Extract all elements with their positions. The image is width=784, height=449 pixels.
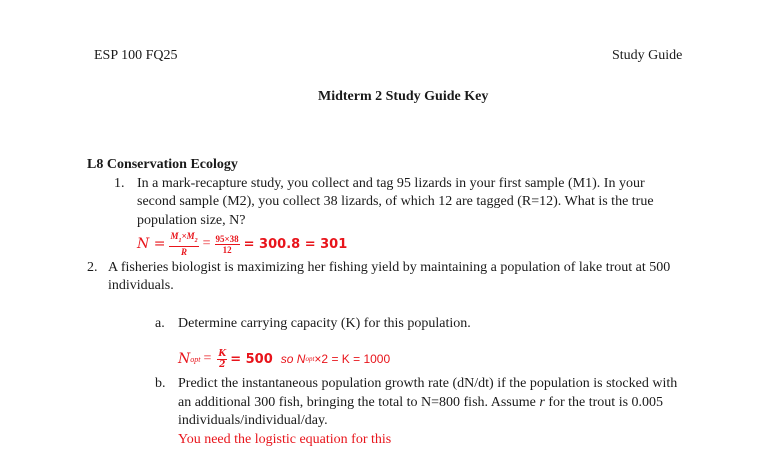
q2a-text: Determine carrying capacity (K) for this population. [178,316,471,331]
q2b-label: b. [155,376,166,391]
q2b-line-2-r: r [539,395,545,410]
q1-answer-fraction-1: $\frac{M_1\times M_2}{R}$ [170,231,198,257]
q2a-frac-den: 2 [219,359,226,370]
q1-frac1-den: R [181,246,188,257]
q2a-answer-fraction [217,349,227,370]
q1-answer-fraction-2 [215,234,240,255]
q2-number: 2. [87,260,98,275]
header-left: ESP 100 FQ25 [94,48,178,63]
q2a-answer-so-sub: opt [305,355,315,363]
q1-frac1-num-mid: ×M [181,231,195,242]
q2a-answer-eq: = [203,351,212,366]
document-title: Midterm 2 Study Guide Key [318,89,489,104]
q2a-answer-so: so N [280,352,306,366]
q1-line-3: population size, N? [137,213,246,228]
q2b-line-2-post: for the trout is 0.005 [548,395,664,410]
q2b-answer-start: You need the logistic equation for this [178,432,392,447]
q2b-line-3: individuals/individual/day. [178,413,328,428]
q1-answer-eq: = [202,236,211,251]
header-right: Study Guide [612,48,683,63]
q2a-label: a. [155,316,165,331]
q2a-answer [178,346,390,372]
q2-line-1: A fisheries biologist is maximizing her fishing yield by maintaining a population of lake trout at 500 [108,260,671,275]
q1-answer [137,230,347,258]
q2a-answer-tail: ×2 = K = 1000 [314,352,391,366]
q2a-answer-lhs: N [178,351,191,367]
q2b-line-1: Predict the instantaneous population growth rate (dN/dt) if the population is stocked with [178,376,678,391]
q2a-frac-num: K [218,348,227,359]
section-heading: L8 Conservation Ecology [87,157,238,172]
q2a-answer-val: = 500 [230,351,273,367]
q1-line-2: second sample (M2), you collect 38 lizards, of which 12 are tagged (R=12). What is the true [137,194,654,209]
q2a-answer-sub: opt [190,354,201,364]
q1-number: 1. [114,176,125,191]
q1-frac2-num: 95×38 [215,233,239,244]
q2b-line-2 [178,394,663,412]
q1-line-1: In a mark-recapture study, you collect and tag 95 lizards in your first sample (M1). In your [137,176,645,191]
q1-frac2-den: 12 [222,244,232,255]
q2-line-2: individuals. [108,278,174,293]
q1-frac1-num: M [170,231,179,242]
q1-answer-result: = 300.8 = 301 [243,236,348,252]
q2b-line-2-pre: an additional 300 fish, bringing the total to N=800 fish. Assume [178,395,536,410]
q1-answer-lhs: N = [137,236,166,252]
